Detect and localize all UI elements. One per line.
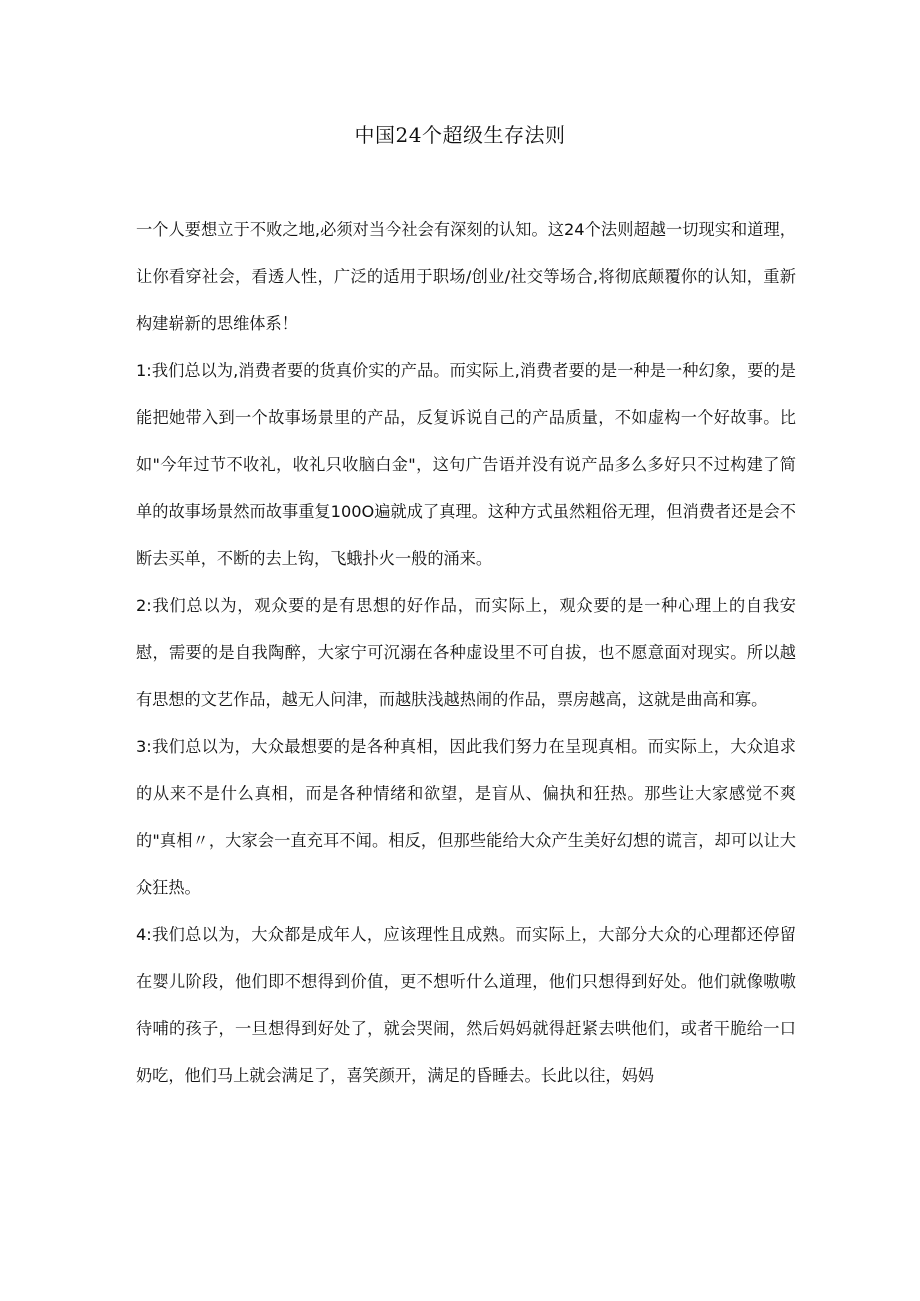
paragraph-rule-3: 3:我们总以为，大众最想要的是各种真相，因此我们努力在呈现真相。而实际上，大众追求的从来不是什么真相，而是各种情绪和欲望，是盲从、偏执和狂热。那些让大家感觉不爽的"真相〃，大家会一直充耳不闻。相反，但那些能给大众产生美好幻想的谎言，却可以让大众狂热。 — [136, 737, 796, 897]
document-title: 中国24个超级生存法则 — [354, 123, 566, 147]
paragraph-rule-4: 4:我们总以为，大众都是成年人，应该理性且成熟。而实际上，大部分大众的心理都还停留在婴儿阶段，他们即不想得到价值，更不想听什么道理，他们只想得到好处。他们就像嗷嗷待哺的孩子，一旦想得到好处了，就会哭闹，然后妈妈就得赶紧去哄他们，或者干脆给一口奶吃，他们马上就会满足了，喜笑颜开，满足的昏睡去。长此以往，妈妈 — [136, 925, 796, 1085]
paragraph-rule-1: 1:我们总以为,消费者要的货真价实的产品。而实际上,消费者要的是一种是一种幻象，要的是能把她带入到一个故事场景里的产品，反复诉说自己的产品质量，不如虚构一个好故事。比如"今年过节不收礼，收礼只收脑白金"，这句广告语并没有说产品多么多好只不过构建了简单的故事场景然而故事重复100O遍就成了真理。这种方式虽然粗俗无理，但消费者还是会不断去买单，不断的去上钩，飞蛾扑火一般的涌来。 — [136, 361, 796, 568]
paragraph-rule-2: 2:我们总以为，观众要的是有思想的好作品，而实际上，观众要的是一种心理上的自我安慰，需要的是自我陶醉，大家宁可沉溺在各种虚设里不可自拔，也不愿意面对现实。所以越有思想的文艺作品，越无人问津，而越肤浅越热闹的作品，票房越高，这就是曲高和寡。 — [136, 596, 796, 709]
paragraph-intro: 一个人要想立于不败之地,必须对当今社会有深刻的认知。这24个法则超越一切现实和道理，让你看穿社会，看透人性，广泛的适用于职场/创业/社交等场合,将彻底颠覆你的认知，重新构建崭新的思维体系！ — [136, 220, 796, 333]
document-body — [136, 206, 796, 1099]
